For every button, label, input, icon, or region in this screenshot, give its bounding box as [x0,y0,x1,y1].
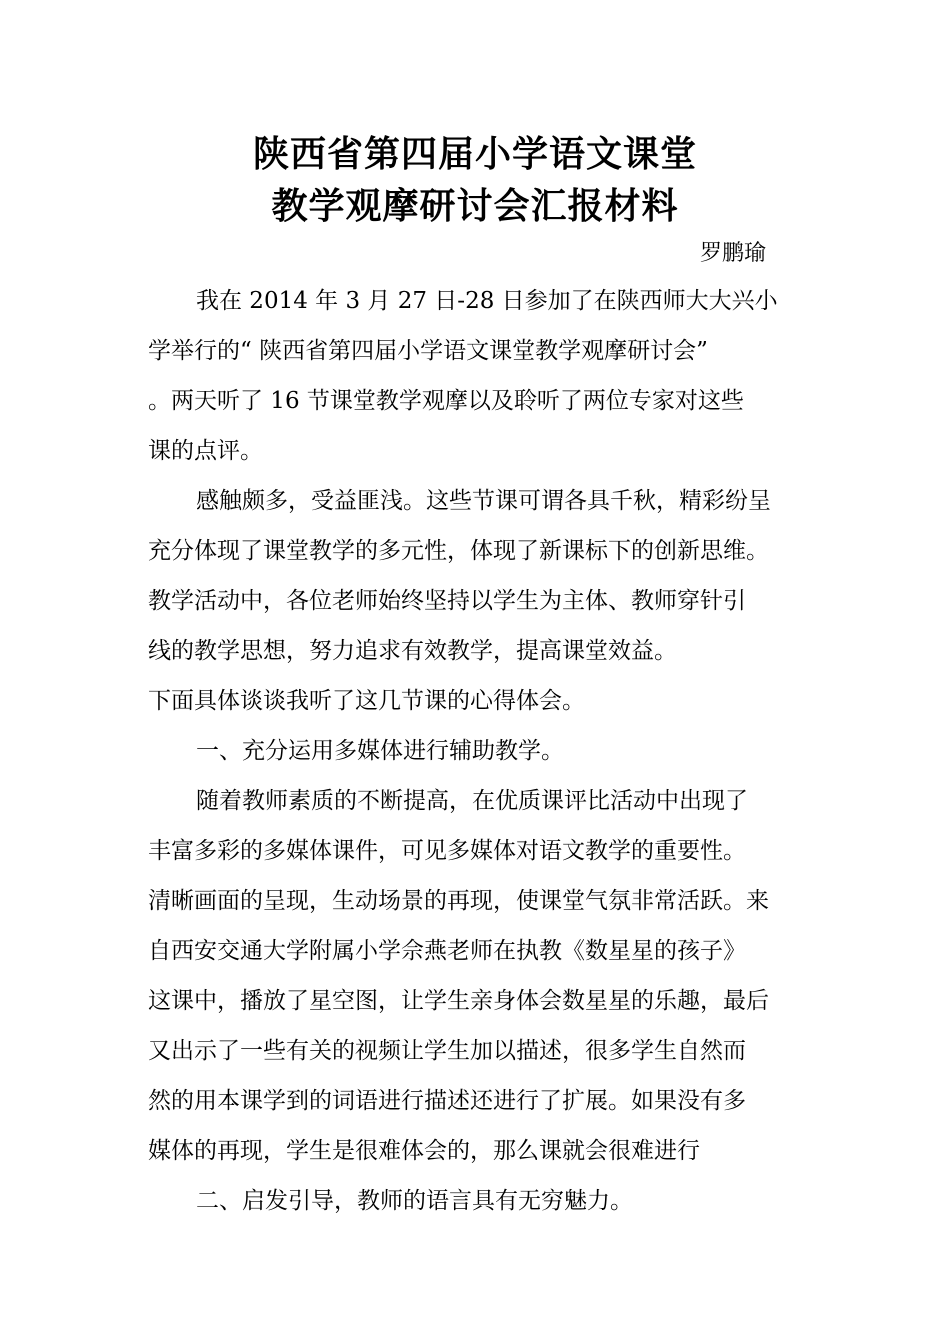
paragraph-line: 充分体现了课堂教学的多元性，体现了新课标下的创新思维。 [148,538,769,564]
paragraph-line: 随着教师素质的不断提高，在优质课评比活动中出现了 [196,788,748,814]
author-name: 罗鹏瑜 [700,241,767,266]
paragraph-line: 下面具体谈谈我听了这几节课的心得体会。 [148,688,585,714]
paragraph-line: 又出示了一些有关的视频让学生加以描述，很多学生自然而 [148,1038,746,1064]
paragraph-line: 感触颇多，受益匪浅。这些节课可谓各具千秋，精彩纷呈 [196,488,771,514]
paragraph-line: 丰富多彩的多媒体课件，可见多媒体对语文教学的重要性。 [148,838,746,864]
paragraph-line: 媒体的再现，学生是很难体会的，那么课就会很难进行 [148,1138,700,1164]
paragraph-line: 教学活动中，各位老师始终坚持以学生为主体、教师穿针引 [148,588,746,614]
section-heading-2: 二、启发引导，教师的语言具有无穷魅力。 [196,1188,633,1214]
paragraph-line: 然的用本课学到的词语进行描述还进行了扩展。如果没有多 [148,1088,746,1114]
paragraph-line: 这课中，播放了星空图，让学生亲身体会数星星的乐趣，最后 [148,988,769,1014]
paragraph-line: 线的教学思想，努力追求有效教学，提高课堂效益。 [148,638,677,664]
paragraph-line: 学举行的“ 陕西省第四届小学语文课堂教学观摩研讨会” [148,338,708,364]
paragraph-line: 课的点评。 [148,438,263,464]
paragraph-line: 自西安交通大学附属小学佘燕老师在执教《数星星的孩子》 [148,938,746,964]
paragraph-line: 。两天听了 16 节课堂教学观摩以及聆听了两位专家对这些 [148,388,744,414]
document-title-line-2: 教学观摩研讨会汇报材料 [271,185,679,227]
paragraph-line: 清晰画面的呈现，生动场景的再现，使课堂气氛非常活跃。来 [148,888,769,914]
section-heading-1: 一、充分运用多媒体进行辅助教学。 [196,738,564,764]
paragraph-line: 我在 2014 年 3 月 27 日-28 日参加了在陕西师大大兴小 [196,288,778,314]
document-title-line-1: 陕西省第四届小学语文课堂 [252,133,697,175]
